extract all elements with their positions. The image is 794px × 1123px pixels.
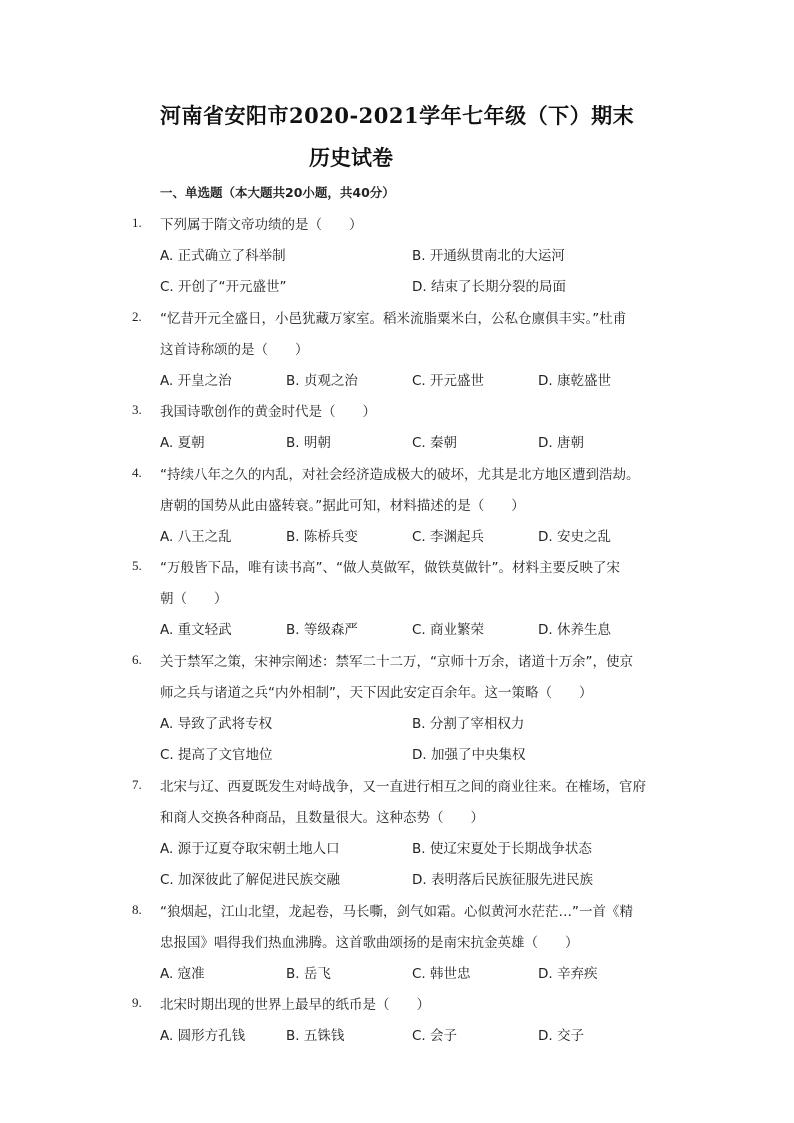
option-b: B. 等级森严 (286, 622, 358, 638)
option-a: A. 源于辽夏夺取宋朝土地人口 (160, 841, 340, 857)
option-c: C. 李渊起兵 (412, 529, 485, 545)
option-a: A. 寇准 (160, 966, 205, 982)
option-c: C. 韩世忠 (412, 966, 471, 982)
option-c: C. 秦朝 (412, 435, 458, 451)
exam-title-line1: 河南省安阳市2020-2021学年七年级（下）期末 (160, 103, 635, 128)
option-c: C. 开创了“开元盛世” (160, 279, 287, 295)
option-d: D. 安史之乱 (538, 529, 611, 545)
option-d: D. 康乾盛世 (538, 373, 611, 389)
question-number: 7. (132, 777, 142, 792)
option-c: C. 会子 (412, 1028, 458, 1044)
option-a: A. 导致了武将专权 (160, 716, 273, 732)
option-a: A. 开皇之治 (160, 373, 232, 389)
section-heading: 一、单选题（本大题共20小题，共40分） (160, 185, 395, 200)
question-stem: 关于禁军之策，宋神宗阐述：禁军二十二万，“京师十万余，诸道十万余”，使京 (160, 654, 633, 670)
option-d: D. 表明落后民族征服先进民族 (412, 872, 593, 888)
question-stem: 和商人交换各种商品，且数量很大。这种态势（ ） (160, 810, 484, 826)
question-stem: 北宋时期出现的世界上最早的纸币是（ ） (160, 997, 430, 1013)
question-stem: 朝（ ） (160, 591, 228, 607)
option-b: B. 五铢钱 (286, 1028, 345, 1044)
option-c: C. 提高了文官地位 (160, 747, 273, 763)
exam-title-line2: 历史试卷 (309, 145, 393, 170)
question-number: 1. (132, 215, 142, 230)
option-b: B. 明朝 (286, 435, 331, 451)
question-stem: “忆昔开元全盛日，小邑犹藏万家室。稻米流脂粟米白，公私仓廪俱丰实。”杜甫 (160, 311, 627, 327)
option-b: B. 使辽宋夏处于长期战争状态 (412, 841, 592, 857)
question-number: 3. (132, 402, 142, 417)
option-d: D. 结束了长期分裂的局面 (412, 279, 566, 295)
option-a: A. 圆形方孔钱 (160, 1028, 246, 1044)
question-stem: “持续八年之久的内乱，对社会经济造成极大的破坏，尤其是北方地区遭到浩劫。 (160, 467, 640, 483)
question-number: 6. (132, 652, 142, 667)
question-number: 8. (132, 902, 142, 917)
question-stem: 师之兵与诸道之兵“内外相制”，天下因此安定百余年。这一策略（ ） (160, 685, 593, 701)
question-number: 4. (132, 465, 142, 480)
option-a: A. 正式确立了科举制 (160, 248, 286, 264)
option-b: B. 分割了宰相权力 (412, 716, 525, 732)
option-b: B. 开通纵贯南北的大运河 (412, 248, 565, 264)
question-stem: 我国诗歌创作的黄金时代是（ ） (160, 404, 376, 420)
option-d: D. 加强了中央集权 (412, 747, 526, 763)
option-a: A. 八王之乱 (160, 529, 232, 545)
option-a: A. 重文轻武 (160, 622, 232, 638)
option-c: C. 开元盛世 (412, 373, 485, 389)
option-c: C. 商业繁荣 (412, 622, 485, 638)
option-a: A. 夏朝 (160, 435, 205, 451)
option-c: C. 加深彼此了解促进民族交融 (160, 872, 341, 888)
option-d: D. 交子 (538, 1028, 584, 1044)
question-stem: 北宋与辽、西夏既发生对峙战争，又一直进行相互之间的商业往来。在榷场，官府 (160, 779, 646, 795)
option-b: B. 陈桥兵变 (286, 529, 358, 545)
option-d: D. 唐朝 (538, 435, 584, 451)
question-stem: 这首诗称颂的是（ ） (160, 342, 309, 358)
option-b: B. 贞观之治 (286, 373, 358, 389)
question-stem: “万般皆下品，唯有读书高”、“做人莫做军，做铁莫做针”。材料主要反映了宋 (160, 560, 620, 576)
question-stem: “狼烟起，江山北望，龙起卷，马长嘶，剑气如霜。心似黄河水茫茫…”一首《精 (160, 904, 633, 920)
option-d: D. 休养生息 (538, 622, 611, 638)
question-stem: 下列属于隋文帝功绩的是（ ） (160, 217, 363, 233)
question-number: 2. (132, 309, 142, 324)
question-number: 9. (132, 995, 142, 1010)
question-number: 5. (132, 558, 142, 573)
option-d: D. 辛弃疾 (538, 966, 598, 982)
question-stem: 唐朝的国势从此由盛转衰。”据此可知，材料描述的是（ ） (160, 498, 525, 514)
question-stem: 忠报国》唱得我们热血沸腾。这首歌曲颂扬的是南宋抗金英雄（ ） (160, 935, 579, 951)
option-b: B. 岳飞 (286, 966, 331, 982)
